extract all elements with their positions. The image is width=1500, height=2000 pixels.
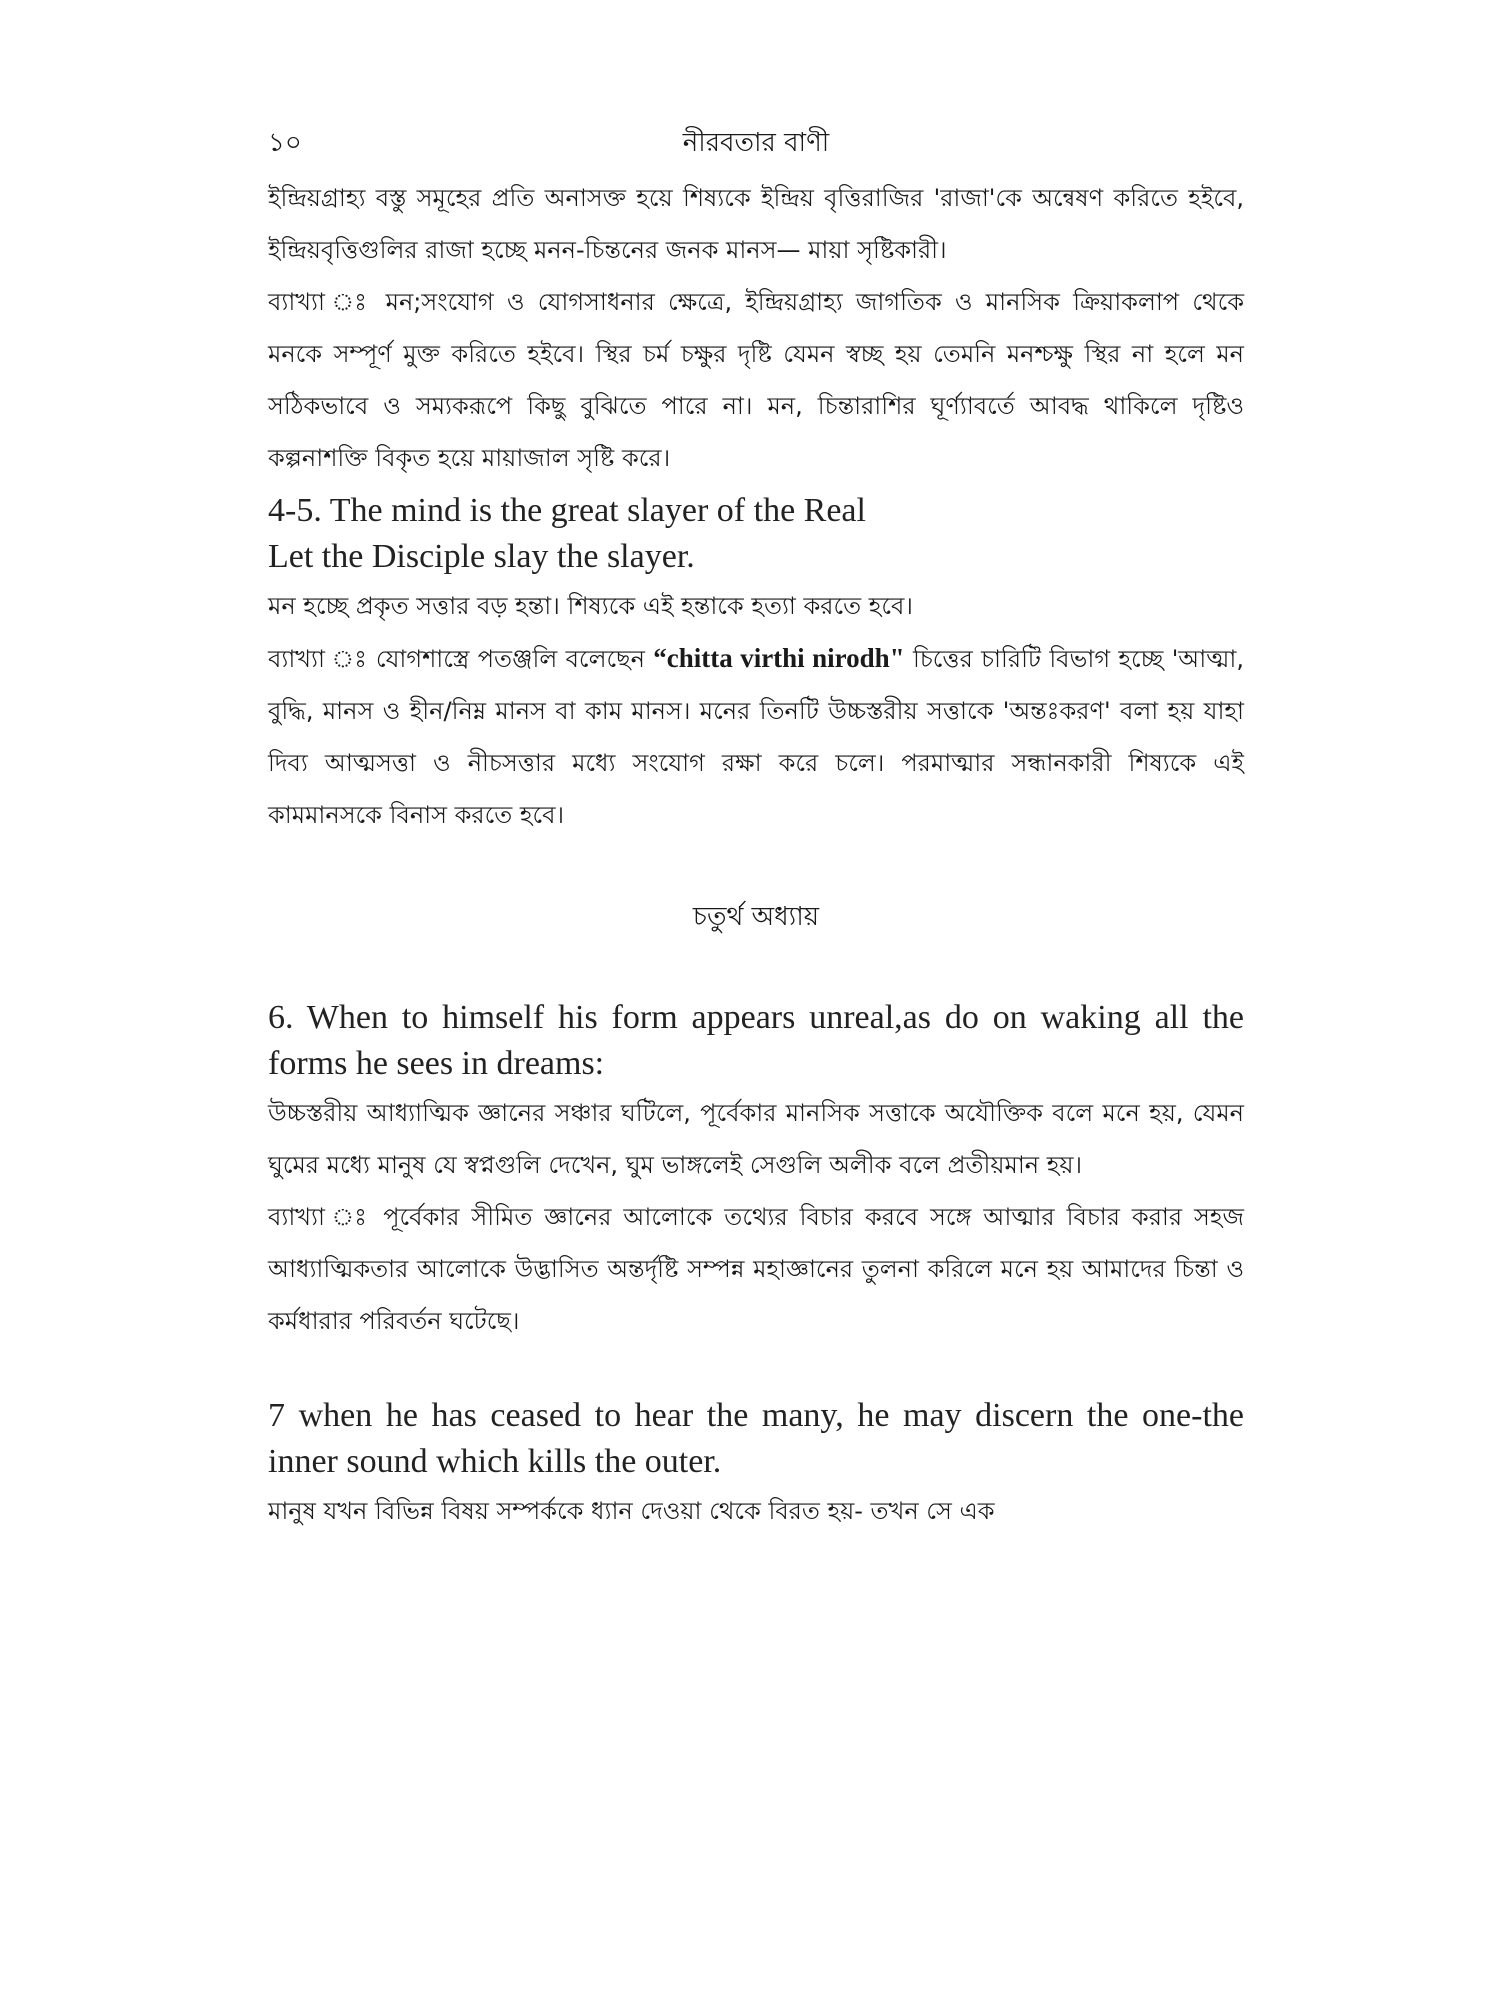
paragraph-translation-6: উচ্চস্তরীয় আধ্যাত্মিক জ্ঞানের সঞ্চার ঘটিলে, পূর্বেকার মানসিক সত্তাকে অযৌক্তিক বলে মনে হয়, যেমন ঘুমের মধ্যে মানুষ যে স্বপ্নগুলি দেখেন, ঘুম ভাঙ্গলেই সেগুলি অলীক বলে প্রতীয়মান হয়। [268, 1099, 1244, 1179]
explanation-2-rest: চিত্তের চারিটি বিভাগ হচ্ছে 'আত্মা, বুদ্ধি, মানস ও হীন/নিম্ন মানস বা কাম মানস। মনের তিনটি উচ্চস্তরীয় সত্তাকে 'অন্তঃকরণ' বলা হয় যাহা দিব্য আত্মসত্তা ও নীচসত্তার মধ্যে সংযোগ রক্ষা করে চলে। পরমাত্মার সন্ধানকারী শিষ্যকে এই কামমানসকে বিনাস করতে হবে। [268, 645, 1245, 829]
verse-4-5-line-1: 4-5. The mind is the great slayer of the Real [268, 492, 866, 529]
page-number: ১০ [268, 128, 302, 158]
verse-4-5-line-2: Let the Disciple slay the slayer. [268, 538, 695, 575]
paragraph-explanation-2 [268, 632, 1244, 841]
explanation-2-lead: ব্যাখ্যা ঃ যোগশাস্ত্রে পতঞ্জলি বলেছেন [268, 645, 654, 673]
paragraph-translation-4-5: মন হচ্ছে প্রকৃত সত্তার বড় হন্তা। শিষ্যকে এই হন্তাকে হত্যা করতে হবে। [268, 592, 913, 620]
book-page [268, 112, 1244, 1962]
paragraph-intro: ইন্দ্রিয়গ্রাহ্য বস্তু সমূহের প্রতি অনাসক্ত হয়ে শিষ্যকে ইন্দ্রিয় বৃত্তিরাজির 'রাজা'কে অন্বেষণ করিতে হইবে, ইন্দ্রিয়বৃত্তিগুলির রাজা হচ্ছে মনন-চিন্তনের জনক মানস— মায়া সৃষ্টিকারী। [268, 184, 1244, 264]
verse-6: 6. When to himself his form appears unreal,as do on waking all the forms he sees in dreams: [268, 999, 1244, 1082]
book-title: নীরবতার বাণী [682, 128, 830, 158]
verse-7: 7 when he has ceased to hear the many, he may discern the one-the inner sound which kills the outer. [268, 1397, 1244, 1480]
chapter-heading: চতুর্থ অধ্যায় [692, 902, 820, 932]
sanskrit-term: “chitta virthi nirodh" [653, 643, 905, 673]
paragraph-translation-7: মানুষ যখন বিভিন্ন বিষয় সম্পর্ককে ধ্যান দেওয়া থেকে বিরত হয়- তখন সে এক [268, 1497, 995, 1525]
section-spacer [268, 1347, 1244, 1393]
running-head [268, 112, 1244, 172]
paragraph-explanation-1: ব্যাখ্যা ঃ মন;সংযোগ ও যোগসাধনার ক্ষেত্রে, ইন্দ্রিয়গ্রাহ্য জাগতিক ও মানসিক ক্রিয়াকলাপ থেকে মনকে সম্পূর্ণ মুক্ত করিতে হইবে। স্থির চর্ম চক্ষুর দৃষ্টি যেমন স্বচ্ছ হয় তেমনি মনশ্চক্ষু স্থির না হলে মন সঠিকভাবে ও সম্যকরূপে কিছু বুঝিতে পারে না। মন, চিন্তারাশির ঘূর্ণ্যাবর্তে আবদ্ধ থাকিলে দৃষ্টিও কল্পনাশক্তি বিকৃত হয়ে মায়াজাল সৃষ্টি করে। [268, 288, 1244, 472]
paragraph-explanation-3: ব্যাখ্যা ঃ পূর্বেকার সীমিত জ্ঞানের আলোকে তথ্যের বিচার করবে সঙ্গে আত্মার বিচার করার সহজ আধ্যাত্মিকতার আলোকে উদ্ভাসিত অন্তর্দৃষ্টি সম্পন্ন মহাজ্ঞানের তুলনা করিলে মনে হয় আমাদের চিন্তা ও কর্মধারার পরিবর্তন ঘটেছে। [268, 1203, 1244, 1335]
